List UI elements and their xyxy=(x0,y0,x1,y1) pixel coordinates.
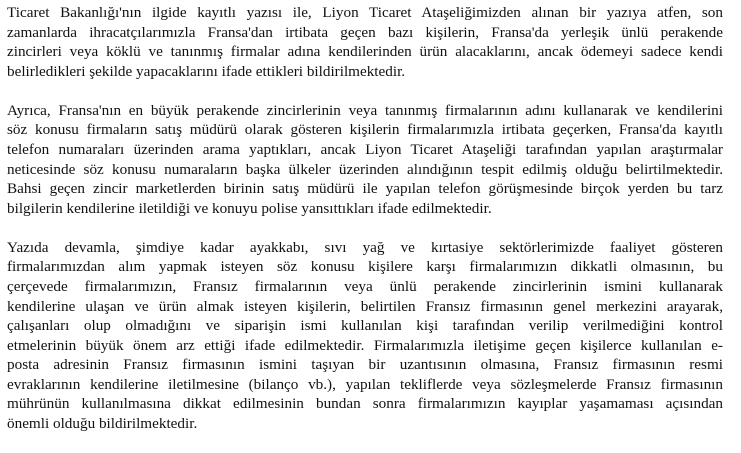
text-line: belirledikleri şekilde yapacaklarını ifade ettikleri bildirilmektedir. xyxy=(7,62,406,80)
text-line: etmelerinin büyük önem arz ettiği ifade edilmektedir. Firmalarımızla iletişime geçen kişilerce kullanılan e- xyxy=(7,336,723,354)
text-line: kendilerine ulaşan ve ürün almak isteyen kişilerin, belirtilen Fransız firmasının genel merkezini arayarak, xyxy=(7,297,723,315)
text-line: çerçevede firmalarımızın, Fransız firmalarının veya ünlü perakende zincirlerinin ismini kullanarak xyxy=(7,277,723,295)
text-line: firmalarımızdan alım yapmak isteyen söz konusu kişilere karşı firmalarımızın dikkatli olmasının, bu xyxy=(7,258,723,276)
text-line: telefon numaraları üzerinden arama yaptıkları, ancak Liyon Ticaret Ataşeliği tarafından yapılan araştırmalar xyxy=(7,140,723,158)
text-line: önemli olduğu bildirilmektedir. xyxy=(7,415,198,433)
paragraph-3 xyxy=(7,238,723,434)
paragraph-2 xyxy=(7,101,723,219)
text-line: Ticaret Bakanlığı'nın ilgide kayıtlı yazısı ile, Liyon Ticaret Ataşeliğimizden alınan bir yazıya atfen, son xyxy=(7,4,723,21)
text-line: bilgilerin kendilerine iletildiği ve konuyu polise yansıttıkları ifade edilmektedir. xyxy=(7,199,492,217)
text-line: evraklarının kendilerine iletilmesine (bilanço vb.), yapılan tekliflerde veya sözleşmelerde Fransız firmasının xyxy=(7,375,723,393)
text-line: zincirleri veya köklü ve tanınmış firmalar adına kendilerinden ürün alacaklarını, ancak ödemeyi sadece kendi xyxy=(7,43,723,61)
text-line: posta adresinin Fransız firmasının ismini taşıyan bir uzantısının olmasına, Fransız firmasının resmi xyxy=(7,356,723,374)
text-line: mührünün kullanılmasına dikkat edilmesinin bundan sonra firmalarımızın kayıplar yaşamaması açısından xyxy=(7,395,723,413)
document-body xyxy=(7,3,723,453)
text-line: neticesinde söz konusu numaraların başka ülkeler üzerinden alındığının tespit edilmiş olduğu belirtilmektedir. xyxy=(7,160,723,178)
text-line: Yazıda devamla, şimdiye kadar ayakkabı, sıvı yağ ve kırtasiye sektörlerimizde faaliyet gösteren xyxy=(7,238,723,256)
text-line: söz konusu firmaların satış müdürü olarak gösteren kişilerin firmalarımızla irtibata geçerken, Fransa'da kayıtlı xyxy=(7,121,723,139)
text-line: çalışanları olup olmadığını ve siparişin ismi kullanılan kişi tarafından verilip verilmediğini kontrol xyxy=(7,317,723,335)
paragraph-1 xyxy=(7,3,723,81)
text-line: Ayrıca, Fransa'nın en büyük perakende zincirlerinin veya tanınmış firmalarının adını kullanarak ve kendilerini xyxy=(7,101,723,119)
text-line: Bahsi geçen zincir marketlerden birinin satış müdürü ile yapılan telefon görüşmesinde birçok yerden bu tarz xyxy=(7,180,723,198)
text-line: zamanlarda ihracatçılarımızla Fransa'dan irtibata geçen bazı kişilerin, Fransa'da yerleşik ünlü perakende xyxy=(7,23,723,41)
